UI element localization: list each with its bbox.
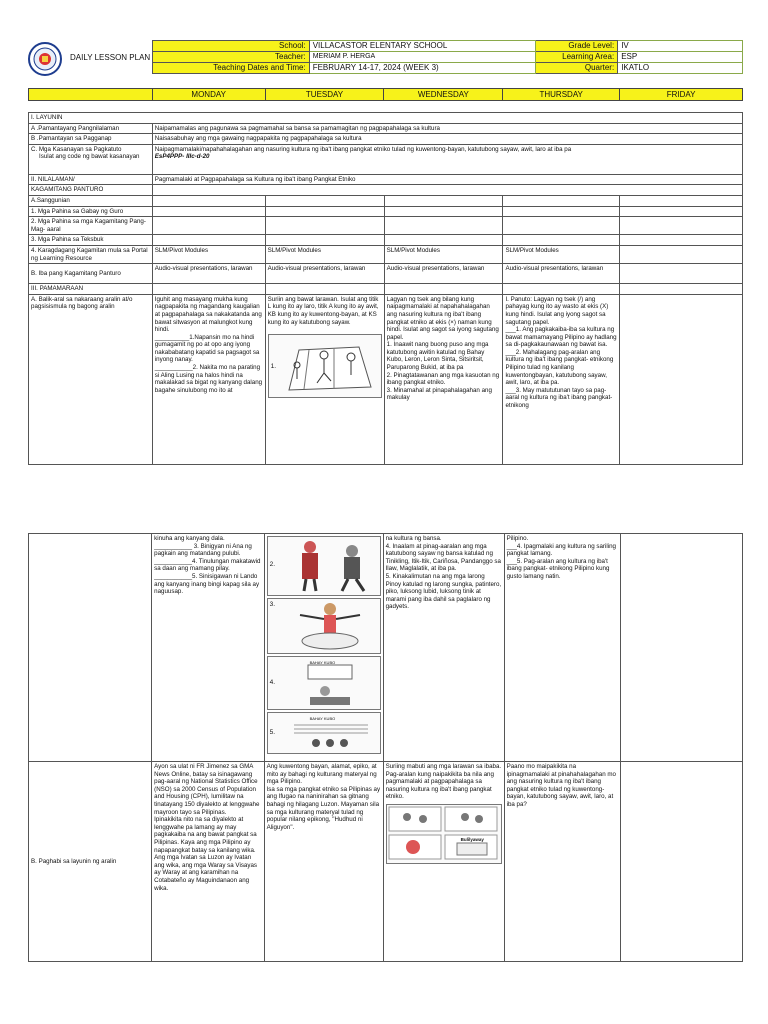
children-singing-image [267,712,381,754]
balik-aral-cont-thursday [504,534,620,762]
picture-number-1: 1. [270,363,277,371]
deped-seal-logo [28,42,62,76]
paghabi-tuesday [264,762,383,962]
label-pamantayan-pagganap: B .Pamantayan sa Pagganap [29,134,153,145]
lesson-plan-table-page1 [28,112,743,465]
day-thursday: THURSDAY [503,89,620,101]
school-label: School: [153,41,310,52]
kagamitan-blank [152,185,742,196]
quarter-label: Quarter: [536,63,618,74]
cell [620,195,743,206]
balik-aral-cont-thursday-text: Pilipino. ___4. Ipagmalaki ang kultura ng sariling pangkat lamang. ___5. Pag-aralan ang kultura ng iba't ibang pangkat- etnikong Pilipino kung gusto lamang natin. [506,535,616,580]
cell [503,284,620,295]
value-kasanayan [152,144,742,174]
av-monday: Audio-visual presentations, larawan [152,264,265,284]
quarter-value: IKATLO [618,63,743,74]
cell [265,284,384,295]
cell [620,245,743,263]
slm-wednesday: SLM/Pivot Modules [384,245,503,263]
cell [503,195,620,206]
value-pamantayan-pagganap: Naisasabuhay ang mga gawaing nagpapakita ng pagpapahalaga sa kultura [152,134,742,145]
slm-thursday: SLM/Pivot Modules [503,245,620,263]
av-wednesday: Audio-visual presentations, larawan [384,264,503,284]
kasanayan-title: C. Mga Kasanayan sa Pagkatuto [31,145,122,153]
lesson-plan-table-page2 [28,533,743,962]
cell [384,217,503,235]
paghabi-friday [621,762,743,962]
picture-number-3: 3. [269,601,275,608]
balik-aral-friday [620,294,743,464]
cell [620,206,743,217]
balik-aral-cont-friday [621,534,743,762]
bahay-kubo-song-image [267,656,381,710]
adults-children-image [267,536,381,596]
balik-aral-cont-tuesday [264,534,383,762]
slm-tuesday: SLM/Pivot Modules [265,245,384,263]
balik-aral-thursday-text: I. Panuto: Lagyan ng tsek (/) ang pahayag kung ito ay wasto at ekis (X) kung hindi. Isulat ang iyong sagot sa sagutang papel. ___1. Ang pagkakaiba-iba sa kultura ng bawat mamamayang Pilipino ay hadlang sa di-pagkakaunawaan ng bawat isa. ___2. Mahalagang pag-aralan ang kultura ng iba't ibang pangkat- etnikong Pilipino tulad ng kanilang kuwentongbayan, katutubong sayaw, awit, laro, at iba pa. ___3. May matututunan tayo sa pag-aaral ng kultura ng iba't ibang pangkat- etnikong [505,295,617,410]
cell [152,235,265,246]
label-kagamitang-mag-aaral: 2. Mga Pahina sa mga Kagamitang Pang- Mag- aaral [29,217,153,235]
balik-aral-cont-wednesday-text: na kultura ng bansa. 4. Inaalam at pinag-aaralan ang mga katutubong sayaw ng bansa katulad ng Tinikling, Itik-Itik, Cariñosa, Pandanggo sa Ilaw, Maglalatik, at iba pa. 5. Kinakalimutan na ang mga larong Pinoy katulad ng larong sungka, patintero, piko, luksong lubid, luksong tinik at marami pang iba dahil sa paglalaro ng gadyets. [385,535,502,611]
days-blank-cell [29,89,153,101]
kasanayan-text: Naipagmamalaki/napahahalagahan ang nasuring kultura ng iba't ibang pangkat etniko tulad ng kuwentong-bayan, katutubong sayaw, awit, laro at iba pa [154,145,572,153]
label-pamantayang-pangnilalaman: A .Pamantayang Pangnilalaman [29,123,153,134]
kasanayan-note: Isulat ang code ng bawat kasanayan [39,153,140,161]
school-value: VILLACASTOR ELENTARY SCHOOL [309,41,536,52]
cell [620,235,743,246]
label-sanggunian: A.Sanggunian [29,195,153,206]
day-friday: FRIDAY [620,89,743,101]
cell [620,217,743,235]
header-row-school [153,41,743,52]
label-karagdagang: 4. Karagdagang Kagamitan mula sa Portal ng Learning Resource [29,245,153,263]
av-tuesday: Audio-visual presentations, larawan [265,264,384,284]
day-wednesday: WEDNESDAY [384,89,503,101]
paghabi-tuesday-text: Ang kuwentong bayan, alamat, epiko, at mito ay bahagi ng kulturang materyal ng mga Pilipino. Isa sa mga pangkat etniko sa Pilipinas ay ang Ifugao na naninirahan sa gitnang bahagi ng hilagang Luzon. Mayaman sila sa mga kulturang materyal tulad ng popular nilang epikong, "Hudhud ni Aliguyon". [266,763,381,831]
cultural-activities-image [386,804,502,864]
paghabi-wednesday [383,762,504,962]
av-thursday: Audio-visual presentations, larawan [503,264,620,284]
cell [265,195,384,206]
header-info-table [152,40,743,74]
cell [503,217,620,235]
children-playing-image [268,334,382,398]
label-kagamitan: KAGAMITANG PANTURO [29,185,153,196]
day-monday: MONDAY [152,89,265,101]
label-teksbuk: 3. Mga Pahina sa Teksbuk [29,235,153,246]
cell [265,235,384,246]
picture-caption: Bulilyaway [460,836,484,842]
cell [384,284,503,295]
dates-value: FEBRUARY 14-17, 2024 (WEEK 3) [309,63,536,74]
kasanayan-code: EsP4PPP- IIIc-d-20 [154,153,210,161]
balik-aral-monday-text: Iguhit ang masayang mukha kung nagpapakita ng magandang kaugalian at pagpapahalaga sa nakakatanda ang bawat sitwasyon at malungkot kung hindi. __________1.Napansin mo na hindi gumagamit ng po at opo ang iyong nakababatang kapatid sa pagsagot sa inyong nanay. ___________2. Nakita mo na parating si Aling Lusing na halos hindi na makalakad sa bigat ng kanyang dalang bagahe sinulubong mo ito at [154,295,263,394]
song-title-caption: BAHAY KUBO [309,660,336,665]
header-row-teacher [153,52,743,63]
label-paghabi: B. Paghabi sa layunin ng aralin [29,762,152,962]
slm-monday: SLM/Pivot Modules [152,245,265,263]
balik-aral-wednesday [384,294,503,464]
document-title: DAILY LESSON PLAN [70,53,151,62]
cell [620,264,743,284]
label-kasanayan [29,144,153,174]
cell [152,195,265,206]
balik-aral-tuesday [265,294,384,464]
grade-level-label: Grade Level: [536,41,618,52]
learning-area-label: Learning Area: [536,52,618,63]
balik-aral-cont-label [29,534,152,762]
label-nilalaman: II. NILALAMAN/ [29,174,153,185]
picture-number-2: 2. [269,561,275,568]
balik-aral-wednesday-text: Lagyan ng tsek ang bilang kung naipagmamalaki at napahahalagahan ang nasuring kultura ng iba't ibang pangkat etniko at ekis (×) naman kung hindi. Isulat ang sagot sa iyong sagutang papel. 1. Inaawit nang buong puso ang mga katutubong awitin katulad ng Bahay Kubo, Leron, Leron Sinta, Sitsiritsit, Paruparong Bukid, at iba pa 2. Pinagtatawanan ang mga kasuotan ng ibang pangkat etniko. 3. Minamahal at pinapahalagahan ang makulay [386,295,500,402]
picture-number-5: 5. [269,729,275,736]
grade-level-value: IV [618,41,743,52]
cell [384,206,503,217]
cell [503,235,620,246]
dates-label: Teaching Dates and Time: [153,63,310,74]
balik-aral-tuesday-text: Suriin ang bawat larawan. Isulat ang titik L kung ito ay laro, titik A kung ito ay awit, KB kung ito ay kuwentong-bayan, at KS kung ito ay katutubong sayaw. [267,295,381,326]
paghabi-thursday-text: Paano mo maipakikita na ipinagmamalaki at pinahahalagahan mo ang nasuring kultura ng iba't ibang pangkat etniko tulad ng kuwentong-bayan, katutubong sayaw, awit, laro, at iba pa? [506,763,618,808]
balik-aral-monday [152,294,265,464]
picture-number-4: 4. [269,679,275,686]
cell [265,217,384,235]
balik-aral-cont-monday-text: kinuha ang kanyang dala. ___________ 3. Binigyan ni Ana ng pagkain ang matandang pulubi. ___________4. Tinulungan makatawid sa daan ang mamang pilay. ___________5. Sinisigawan ni Lando ang kanyang inang bingi kapag sila ay naguusap. [154,535,261,596]
label-gabay: 1. Mga Pahina sa Gabay ng Guro [29,206,153,217]
paghabi-monday [152,762,264,962]
cell [152,206,265,217]
balik-aral-thursday [503,294,620,464]
song-sheet-caption: BAHAY KUBO [309,716,336,721]
cell [384,195,503,206]
section-layunin: I. LAYUNIN [29,113,743,124]
teacher-value: MERIAM P. HERGA [309,52,536,63]
days-header-row [28,88,743,101]
balik-aral-cont-monday [152,534,264,762]
cell [384,235,503,246]
cell [152,217,265,235]
value-nilalaman: Pagmamalaki at Pagpapahalaga sa Kultura ng iba't ibang Pangkat Etniko [152,174,742,185]
label-balik-aral: A. Balik-aral sa nakaraang aralin at/o pagsisismula ng bagong aralin [29,294,153,464]
header-row-dates [153,63,743,74]
learning-area-value: ESP [618,52,743,63]
label-iba-pang: B. Iba pang Kagamitang Panturo [29,264,153,284]
paghabi-monday-text: Ayon sa ulat ni FR Jimenez sa GMA News Online, batay sa isinagawang pag-aaral ng National Statistics Office (NSO) sa 2000 Census of Population and Housing (CPH), lumilitaw na tinatayang 150 diyalekto at lenggwahe mayroon tayo sa Pilipinas. Ipinakikita nito na sa diyalekto at lenggwahe pa lamang ay may pagkakaiba na ang bawat pangkat sa Pilipinas. Kaya ang mga Pilipino ay napapangkat batay sa kanilang wika. Ang mga Ivatan sa Luzon ay Ivatan ang wika, ang mga Waray sa Visayas ay Waray at ang karamihan na Cotabateño ay Maguindanaon ang wika. [154,763,260,892]
label-pamamaraan: III. PAMAMARAAN [29,284,153,295]
cell [503,206,620,217]
cell [265,206,384,217]
dancing-child-image [267,598,381,654]
cell [620,284,743,295]
paghabi-wednesday-text: Suriing mabuti ang mga larawan sa ibaba. Pag-aralan kung naipakikita ba nila ang pagmamalaki at pagpapahalaga sa nasuring kultura ng iba't ibang pangkat etniko. [385,763,503,801]
balik-aral-cont-wednesday [383,534,504,762]
value-pamantayang-pangnilalaman: Naipamamalas ang pagunawa sa pagmamahal sa bansa sa pamamagitan ng pagpapahalaga sa kultura [152,123,742,134]
teacher-label: Teacher: [153,52,310,63]
paghabi-thursday [504,762,620,962]
day-tuesday: TUESDAY [265,89,384,101]
cell [152,284,265,295]
